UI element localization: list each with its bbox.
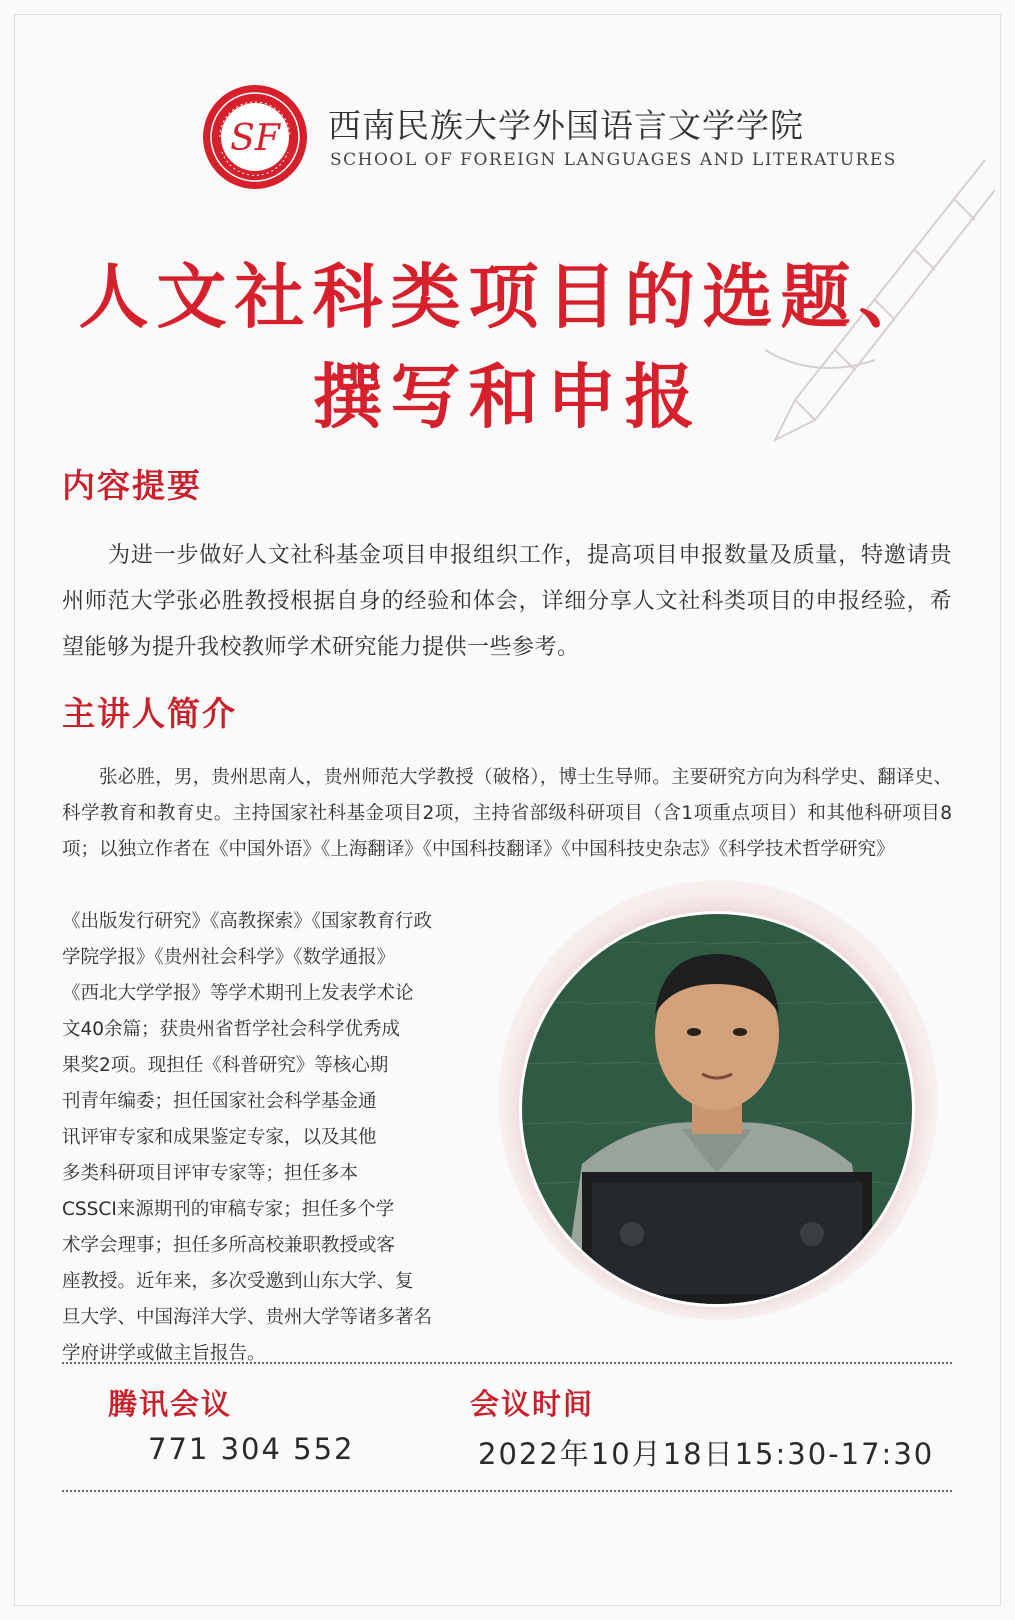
bio-line: CSSCI来源期刊的审稿专家；担任多个学 xyxy=(62,1199,395,1220)
summary-body: 为进一步做好人文社科基金项目申报组织工作，提高项目申报数量及质量，特邀请贵州师范大学张必胜教授根据自身的经验和体会，详细分享人文社科类项目的申报经验，希望能够为提升我校教师学术研究能力提供一些参考。 xyxy=(62,543,952,660)
meeting-platform-label: 腾讯会议 xyxy=(108,1387,233,1421)
school-header xyxy=(200,82,897,212)
speaker-photo-illustration xyxy=(522,914,912,1304)
speaker-photo xyxy=(522,914,912,1304)
bio-line: 多类科研项目评审专家等；担任多本 xyxy=(62,1163,359,1184)
bio-line: 学院学报》《贵州社会科学》《数学通报》 xyxy=(62,947,396,968)
bio-line: 《西北大学学报》等学术期刊上发表学术论 xyxy=(62,983,414,1004)
summary-heading: 内容提要 xyxy=(62,466,202,505)
speaker-heading: 主讲人简介 xyxy=(62,694,237,733)
bio-line: 旦大学、中国海洋大学、贵州大学等诸多著名 xyxy=(62,1307,433,1328)
bio-line: 果奖2项。现担任《科普研究》等核心期 xyxy=(62,1055,389,1076)
divider-bottom xyxy=(62,1490,952,1492)
bio-line: 讯评审专家和成果鉴定专家，以及其他 xyxy=(62,1127,377,1148)
bio-line: 学府讲学或做主旨报告。 xyxy=(62,1343,266,1364)
school-name-en: SCHOOL OF FOREIGN LANGUAGES AND LITERATURES xyxy=(330,150,897,170)
bio-line: 《出版发行研究》《高教探索》《国家教育行政 xyxy=(62,911,433,932)
speaker-bio-text: 张必胜，男，贵州思南人，贵州师范大学教授（破格），博士生导师。主要研究方向为科学史、翻译史、科学教育和教育史。主持国家社科基金项目2项，主持省部级科研项目（含1项重点项目）和其他科研项目8项；以独立作者在《中国外语》《上海翻译》《中国科技翻译》《中国科技史杂志》《科学技术哲学研究》 xyxy=(62,767,952,860)
lecture-title-line2: 撰写和申报 xyxy=(312,355,703,438)
meeting-time-value: 2022年10月18日15:30-17:30 xyxy=(478,1437,935,1471)
school-name-cn: 西南民族大学外国语言文学学院 xyxy=(328,106,804,145)
meeting-id: 771 304 552 xyxy=(148,1432,355,1466)
logo-text: SF xyxy=(230,118,280,159)
divider-top xyxy=(62,1362,952,1364)
speaker-bio-column xyxy=(62,904,502,1372)
bio-line: 座教授。近年来，多次受邀到山东大学、复 xyxy=(62,1271,414,1292)
bio-line: 文40余篇；获贵州省哲学社会科学优秀成 xyxy=(62,1019,401,1040)
bio-line: 术学会理事；担任多所高校兼职教授或客 xyxy=(62,1235,396,1256)
school-logo xyxy=(200,82,310,192)
bio-line: 刊青年编委；担任国家社会科学基金通 xyxy=(62,1091,377,1112)
speaker-bio-intro xyxy=(62,760,952,868)
meeting-time-label: 会议时间 xyxy=(470,1387,595,1421)
lecture-title-line1: 人文社科类项目的选题、 xyxy=(78,255,937,338)
